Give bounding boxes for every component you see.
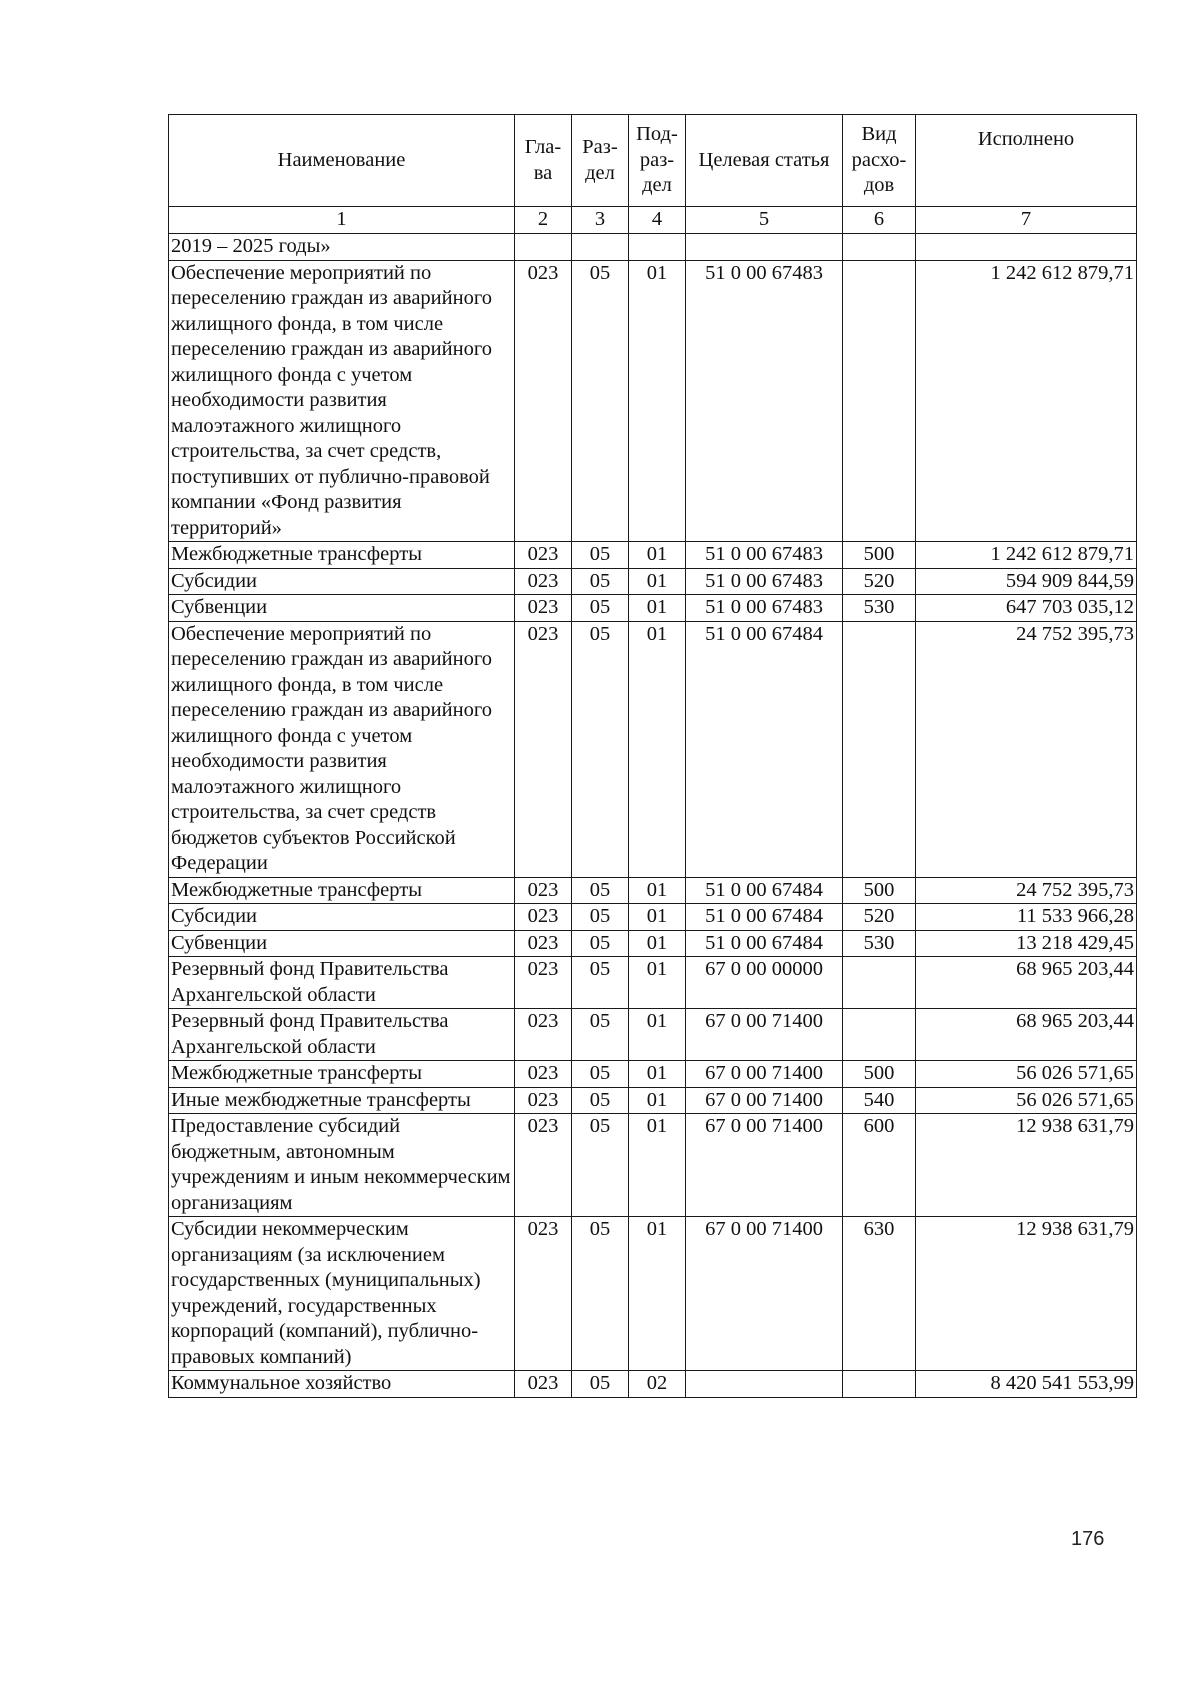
budget-execution-table [168, 114, 1137, 1398]
row-subsection: 01 [629, 1087, 686, 1114]
row-subsection: 01 [629, 930, 686, 957]
row-target: 51 0 00 67484 [686, 621, 843, 877]
row-chapter: 023 [515, 621, 572, 877]
row-subsection: 01 [629, 542, 686, 569]
row-section: 05 [572, 1009, 629, 1061]
row-executed: 12 938 631,79 [916, 1114, 1137, 1217]
row-chapter: 023 [515, 1114, 572, 1217]
table-row [169, 568, 1137, 595]
row-chapter: 023 [515, 568, 572, 595]
row-section: 05 [572, 1114, 629, 1217]
row-target [686, 234, 843, 261]
row-subsection: 01 [629, 621, 686, 877]
column-number: 7 [916, 207, 1137, 234]
row-name: Субвенции [169, 595, 515, 622]
table-row [169, 542, 1137, 569]
budget-table-container [168, 114, 1136, 1398]
table-row [169, 957, 1137, 1009]
row-chapter [515, 234, 572, 261]
row-name: Межбюджетные трансферты [169, 877, 515, 904]
table-row [169, 621, 1137, 877]
row-name: Субсидии [169, 904, 515, 931]
row-chapter: 023 [515, 877, 572, 904]
row-section: 05 [572, 260, 629, 542]
row-target: 67 0 00 71400 [686, 1217, 843, 1371]
table-row [169, 904, 1137, 931]
row-expense-type: 530 [843, 595, 916, 622]
column-number: 2 [515, 207, 572, 234]
row-target: 67 0 00 71400 [686, 1009, 843, 1061]
row-name: Межбюджетные трансферты [169, 1061, 515, 1088]
row-section: 05 [572, 1061, 629, 1088]
column-number: 4 [629, 207, 686, 234]
row-executed: 11 533 966,28 [916, 904, 1137, 931]
row-target: 67 0 00 00000 [686, 957, 843, 1009]
row-target: 67 0 00 71400 [686, 1061, 843, 1088]
row-name: Резервный фонд Правительства Архангельской области [169, 1009, 515, 1061]
row-executed: 68 965 203,44 [916, 957, 1137, 1009]
row-name: Межбюджетные трансферты [169, 542, 515, 569]
row-chapter: 023 [515, 930, 572, 957]
table-row [169, 234, 1137, 261]
row-expense-type: 600 [843, 1114, 916, 1217]
row-section: 05 [572, 957, 629, 1009]
row-subsection: 01 [629, 568, 686, 595]
table-row [169, 595, 1137, 622]
row-chapter: 023 [515, 260, 572, 542]
row-name: Субсидии [169, 568, 515, 595]
row-subsection: 01 [629, 595, 686, 622]
row-executed: 12 938 631,79 [916, 1217, 1137, 1371]
row-executed: 68 965 203,44 [916, 1009, 1137, 1061]
row-target: 51 0 00 67484 [686, 877, 843, 904]
row-subsection: 01 [629, 904, 686, 931]
row-section: 05 [572, 595, 629, 622]
column-number-row [169, 207, 1137, 234]
row-expense-type [843, 1371, 916, 1398]
row-executed: 56 026 571,65 [916, 1087, 1137, 1114]
row-expense-type: 500 [843, 877, 916, 904]
row-chapter: 023 [515, 904, 572, 931]
row-target: 51 0 00 67484 [686, 904, 843, 931]
table-row [169, 930, 1137, 957]
row-expense-type [843, 957, 916, 1009]
row-chapter: 023 [515, 1087, 572, 1114]
row-target: 51 0 00 67484 [686, 930, 843, 957]
row-expense-type: 500 [843, 542, 916, 569]
table-row [169, 1114, 1137, 1217]
header-section: Раз- дел [572, 115, 629, 207]
row-name: Резервный фонд Правительства Архангельской области [169, 957, 515, 1009]
row-section: 05 [572, 877, 629, 904]
row-target: 51 0 00 67483 [686, 542, 843, 569]
row-section: 05 [572, 1217, 629, 1371]
column-number: 1 [169, 207, 515, 234]
row-subsection [629, 234, 686, 261]
table-row [169, 877, 1137, 904]
row-name: Обеспечение мероприятий по переселению граждан из аварийного жилищного фонда, в том числе переселению граждан из аварийного жилищного фонда с учетом необходимости развития малоэтажного жилищного строительства, за счет средств, поступивших от публично-правовой компании «Фонд развития территорий» [169, 260, 515, 542]
header-executed: Исполнено [916, 115, 1137, 207]
row-section: 05 [572, 568, 629, 595]
page-number: 176 [1071, 1528, 1105, 1550]
column-number: 6 [843, 207, 916, 234]
table-body [169, 234, 1137, 1398]
row-chapter: 023 [515, 957, 572, 1009]
header-subsection: Под- раз- дел [629, 115, 686, 207]
row-target: 67 0 00 71400 [686, 1087, 843, 1114]
header-name: Наименование [169, 115, 515, 207]
row-target [686, 1371, 843, 1398]
row-chapter: 023 [515, 1217, 572, 1371]
row-executed: 1 242 612 879,71 [916, 542, 1137, 569]
table-row [169, 1087, 1137, 1114]
header-chapter: Гла- ва [515, 115, 572, 207]
row-executed: 13 218 429,45 [916, 930, 1137, 957]
row-subsection: 01 [629, 1061, 686, 1088]
row-name: Коммунальное хозяйство [169, 1371, 515, 1398]
row-subsection: 01 [629, 1009, 686, 1061]
row-section: 05 [572, 621, 629, 877]
header-target: Целевая статья [686, 115, 843, 207]
row-section: 05 [572, 930, 629, 957]
row-chapter: 023 [515, 542, 572, 569]
row-expense-type [843, 1009, 916, 1061]
row-chapter: 023 [515, 1371, 572, 1398]
table-row [169, 1061, 1137, 1088]
row-section [572, 234, 629, 261]
row-section: 05 [572, 904, 629, 931]
row-chapter: 023 [515, 595, 572, 622]
row-target: 51 0 00 67483 [686, 595, 843, 622]
table-row [169, 1217, 1137, 1371]
row-expense-type [843, 260, 916, 542]
row-subsection: 01 [629, 1217, 686, 1371]
row-expense-type: 500 [843, 1061, 916, 1088]
row-name: 2019 – 2025 годы» [169, 234, 515, 261]
row-executed [916, 234, 1137, 261]
row-target: 51 0 00 67483 [686, 568, 843, 595]
row-executed: 24 752 395,73 [916, 621, 1137, 877]
row-chapter: 023 [515, 1009, 572, 1061]
row-subsection: 02 [629, 1371, 686, 1398]
row-name: Субсидии некоммерческим организациям (за исключением государственных (муниципальных) учреждений, государственных корпораций (компаний), публично-правовых компаний) [169, 1217, 515, 1371]
row-expense-type: 530 [843, 930, 916, 957]
header-expense-type: Вид расхо- дов [843, 115, 916, 207]
row-executed: 1 242 612 879,71 [916, 260, 1137, 542]
row-section: 05 [572, 542, 629, 569]
row-expense-type [843, 621, 916, 877]
row-subsection: 01 [629, 1114, 686, 1217]
row-expense-type [843, 234, 916, 261]
row-subsection: 01 [629, 877, 686, 904]
table-header-row [169, 115, 1137, 207]
row-executed: 594 909 844,59 [916, 568, 1137, 595]
table-row [169, 1371, 1137, 1398]
column-number: 5 [686, 207, 843, 234]
column-number: 3 [572, 207, 629, 234]
row-subsection: 01 [629, 260, 686, 542]
row-name: Субвенции [169, 930, 515, 957]
row-name: Предоставление субсидий бюджетным, автономным учреждениям и иным некоммерческим организациям [169, 1114, 515, 1217]
row-executed: 24 752 395,73 [916, 877, 1137, 904]
row-expense-type: 520 [843, 904, 916, 931]
row-target: 67 0 00 71400 [686, 1114, 843, 1217]
row-expense-type: 540 [843, 1087, 916, 1114]
row-name: Обеспечение мероприятий по переселению граждан из аварийного жилищного фонда, в том числе переселению граждан из аварийного жилищного фонда с учетом необходимости развития малоэтажного жилищного строительства, за счет средств бюджетов субъектов Российской Федерации [169, 621, 515, 877]
row-section: 05 [572, 1371, 629, 1398]
row-expense-type: 520 [843, 568, 916, 595]
row-executed: 647 703 035,12 [916, 595, 1137, 622]
table-row [169, 1009, 1137, 1061]
row-chapter: 023 [515, 1061, 572, 1088]
row-executed: 8 420 541 553,99 [916, 1371, 1137, 1398]
row-target: 51 0 00 67483 [686, 260, 843, 542]
row-executed: 56 026 571,65 [916, 1061, 1137, 1088]
row-expense-type: 630 [843, 1217, 916, 1371]
table-row [169, 260, 1137, 542]
row-name: Иные межбюджетные трансферты [169, 1087, 515, 1114]
row-section: 05 [572, 1087, 629, 1114]
row-subsection: 01 [629, 957, 686, 1009]
